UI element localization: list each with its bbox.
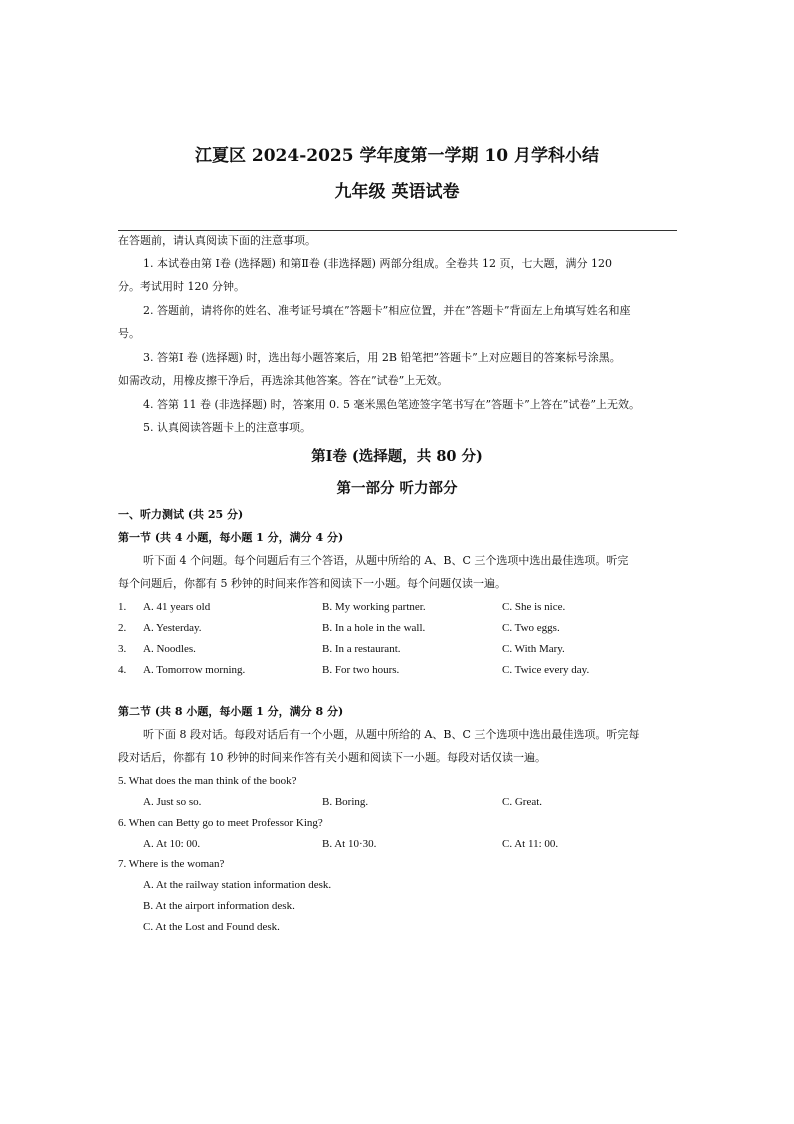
question-7-option-c: C. At the Lost and Found desk. [143, 921, 280, 933]
question-6-stem: 6. When can Betty go to meet Professor King? [118, 817, 323, 829]
option-a: A. Yesterday. [143, 622, 202, 634]
notice-item-3-cont: 如需改动，用橡皮擦干净后，再选涂其他答案。答在”试卷”上无效。 [118, 374, 449, 387]
sec1-title: 第一节 (共 4 小题，每小题 1 分，满分 4 分) [118, 531, 344, 544]
listening-title: 一、听力测试 (共 25 分) [118, 508, 244, 521]
exam-subtitle: 九年级 英语试卷 [334, 182, 460, 202]
question-7-option-b: B. At the airport information desk. [143, 900, 295, 912]
option-c: C. With Mary. [502, 643, 565, 655]
question-5-option-a: A. Just so so. [143, 796, 202, 808]
sec2-title: 第二节 (共 8 小题，每小题 1 分，满分 8 分) [118, 705, 344, 718]
sec2-instructions: 听下面 8 段对话。每段对话后有一个小题，从题中所给的 A、B、C 三个选项中选出最佳选项。听完每 [143, 728, 640, 741]
question-6-option-a: A. At 10: 00. [143, 838, 201, 850]
option-b: B. For two hours. [322, 664, 400, 676]
volume-heading: 第Ⅰ卷 (选择题，共 80 分) [311, 448, 483, 465]
question-number: 3. [118, 643, 127, 655]
option-b: B. In a hole in the wall. [322, 622, 426, 634]
notice-item-3: 3. 答第Ⅰ 卷 (选择题) 时，选出每小题答案后，用 2B 铅笔把”答题卡”上对应题目的答案标号涂黑。 [143, 351, 621, 364]
notice-item-4: 4. 答第 11 卷 (非选择题) 时，答案用 0. 5 毫米黑色笔迹签字笔书写在”答题卡”上答在”试卷”上无效。 [143, 398, 641, 411]
option-c: C. Two eggs. [502, 622, 560, 634]
option-a: A. Tomorrow morning. [143, 664, 246, 676]
question-7-option-a: A. At the railway station information desk. [143, 879, 332, 891]
notice-item-2: 2. 答题前，请将你的姓名、准考证号填在”答题卡”相应位置，并在”答题卡”背面左上角填写姓名和座 [143, 304, 631, 317]
option-c: C. She is nice. [502, 601, 566, 613]
sec1-instructions: 听下面 4 个问题。每个问题后有三个答语，从题中所给的 A、B、C 三个选项中选出最佳选项。听完 [143, 554, 629, 567]
question-number: 2. [118, 622, 127, 634]
option-b: B. My working partner. [322, 601, 426, 613]
section-heading: 第一部分 听力部分 [336, 480, 458, 497]
question-number: 1. [118, 601, 127, 613]
sec2-instructions-cont: 段对话后，你都有 10 秒钟的时间来作答有关小题和阅读下一小题。每段对话仅读一遍。 [118, 751, 546, 764]
notice-item-2-cont: 号。 [118, 327, 140, 340]
question-number: 4. [118, 664, 127, 676]
notice-item-5: 5. 认真阅读答题卡上的注意事项。 [143, 421, 311, 434]
notice-item-1-cont: 分。考试用时 120 分钟。 [118, 280, 245, 293]
option-a: A. 41 years old [143, 601, 211, 613]
question-5-stem: 5. What does the man think of the book? [118, 775, 297, 787]
notice-item-1: 1. 本试卷由第 Ⅰ卷 (选择题) 和第Ⅱ卷 (非选择题) 两部分组成。全卷共 12 页，七大题，满分 120 [143, 257, 612, 270]
question-6-option-b: B. At 10·30. [322, 838, 377, 850]
notice-intro: 在答题前，请认真阅读下面的注意事项。 [118, 234, 316, 247]
question-6-option-c: C. At 11: 00. [502, 838, 559, 850]
sec1-instructions-cont: 每个问题后，你都有 5 秒钟的时间来作答和阅读下一小题。每个问题仅读一遍。 [118, 577, 506, 590]
option-b: B. In a restaurant. [322, 643, 401, 655]
exam-title: 江夏区 2024-2025 学年度第一学期 10 月学科小结 [194, 146, 599, 166]
option-a: A. Noodles. [143, 643, 196, 655]
question-7-stem: 7. Where is the woman? [118, 858, 225, 870]
question-5-option-c: C. Great. [502, 796, 543, 808]
option-c: C. Twice every day. [502, 664, 590, 676]
header-divider [118, 230, 677, 231]
question-5-option-b: B. Boring. [322, 796, 369, 808]
